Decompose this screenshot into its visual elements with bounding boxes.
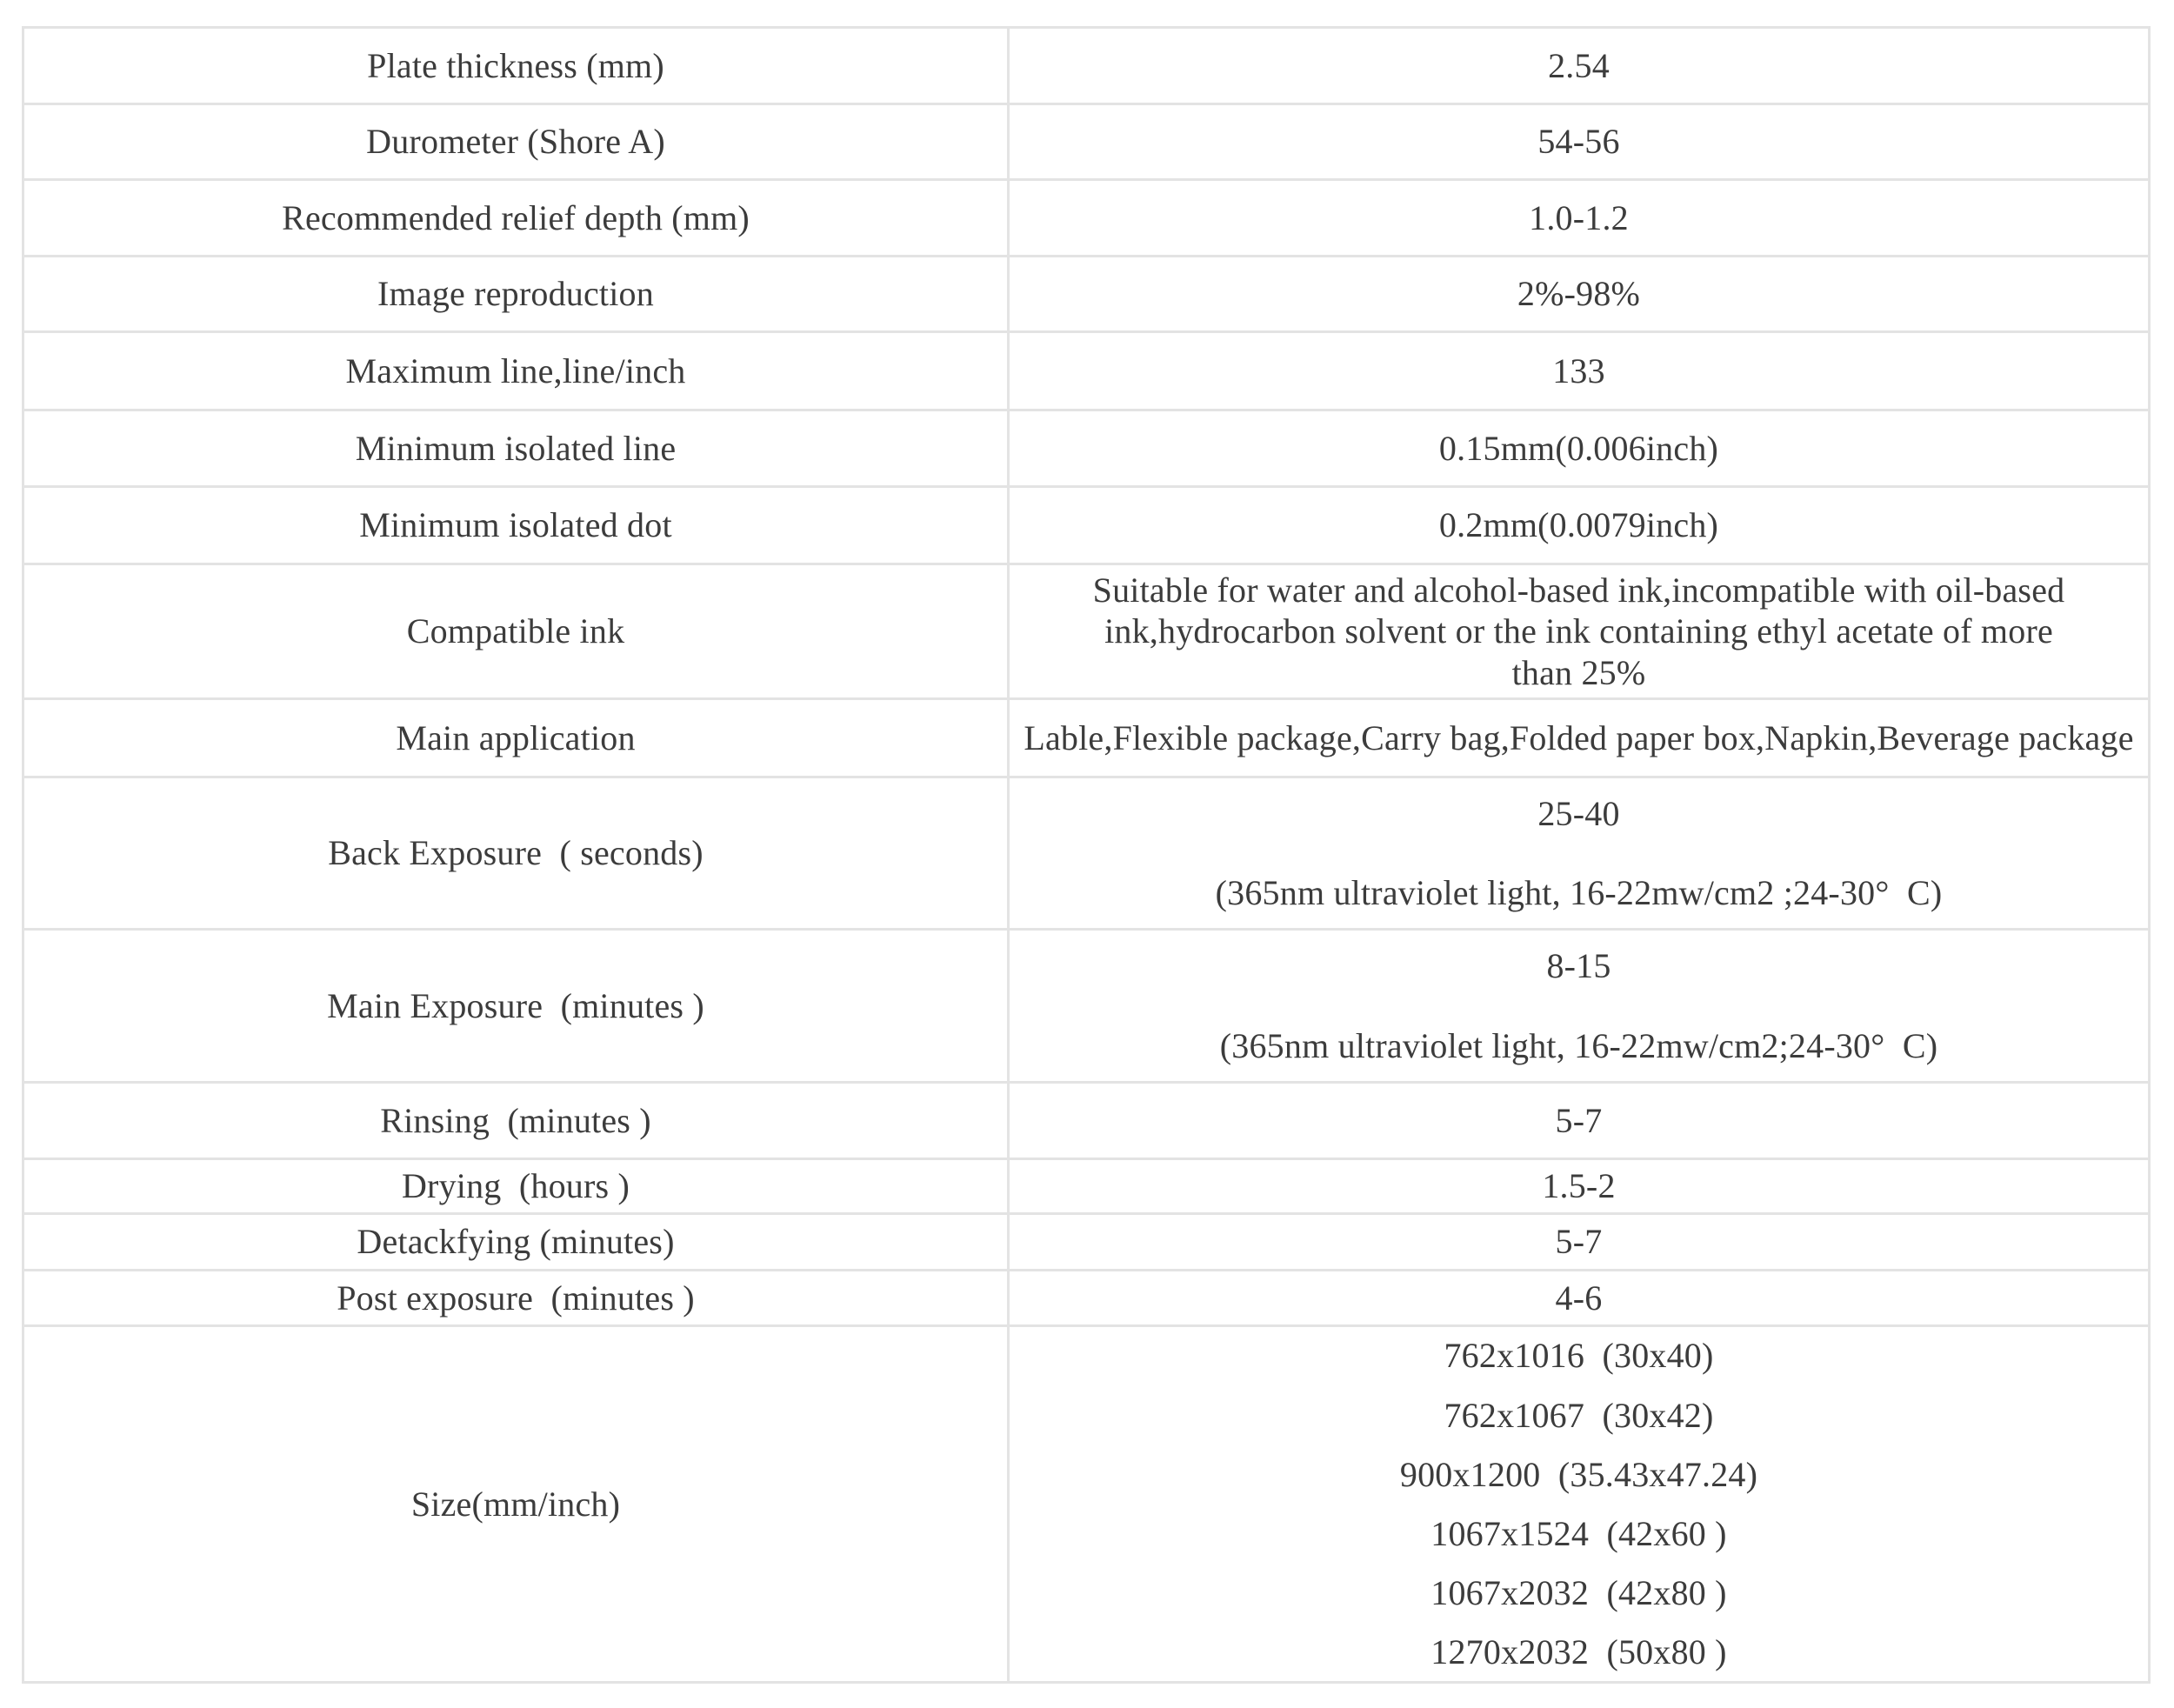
spec-value xyxy=(1010,700,2148,776)
spec-value-line: 1067x1524 (42x60 ) xyxy=(1430,1514,1727,1553)
spec-label-text: Main Exposure (minutes ) xyxy=(327,985,704,1025)
spec-value-text: 54-56 xyxy=(1537,122,1620,162)
spec-value xyxy=(1010,333,2148,409)
spec-label xyxy=(24,565,1010,697)
spec-label-text: Minimum isolated dot xyxy=(359,505,672,545)
spec-label xyxy=(24,1271,1010,1324)
spec-label-text: Size(mm/inch) xyxy=(410,1484,621,1524)
table-row-post-exposure xyxy=(24,1271,2148,1327)
spec-label xyxy=(24,1084,1010,1158)
spec-value-text: 5-7 xyxy=(1555,1222,1603,1262)
spec-label-text: Post exposure (minutes ) xyxy=(337,1278,695,1318)
table-row-maximum-line xyxy=(24,333,2148,411)
spec-value xyxy=(1010,411,2148,485)
spec-label-text: Detackfying (minutes) xyxy=(357,1222,675,1262)
spec-value-line: 1067x2032 (42x80 ) xyxy=(1430,1573,1727,1613)
spec-value-text: 4-6 xyxy=(1555,1278,1603,1318)
spec-value-text: 2.54 xyxy=(1548,45,1610,85)
spec-label-text: Maximum line,line/inch xyxy=(345,350,686,390)
table-row-size xyxy=(24,1327,2148,1681)
spec-label-text: Drying (hours ) xyxy=(401,1166,630,1206)
spec-label xyxy=(24,700,1010,776)
spec-value-line: 8-15 xyxy=(1546,946,1611,986)
spec-value-line: 762x1067 (30x42) xyxy=(1444,1395,1714,1435)
table-row-main-application xyxy=(24,700,2148,778)
spec-value-line: (365nm ultraviolet light, 16-22mw/cm2 ;24-30° C) xyxy=(1215,873,1943,912)
spec-value-text: Suitable for water and alcohol-based ink,incompatible with oil-based ink,hydrocarbon solvent or the ink containing ethyl acetate of more than 25% xyxy=(1092,570,2065,692)
spec-value-line: 762x1016 (30x40) xyxy=(1444,1336,1714,1376)
spec-value-line: (365nm ultraviolet light, 16-22mw/cm2;24-30° C) xyxy=(1219,1025,1938,1065)
spec-label-text: Main application xyxy=(396,717,636,757)
spec-value xyxy=(1010,29,2148,103)
spec-value xyxy=(1010,931,2148,1081)
spec-label xyxy=(24,488,1010,563)
spec-value-line: 900x1200 (35.43x47.24) xyxy=(1399,1454,1758,1494)
table-row-back-exposure xyxy=(24,778,2148,931)
spec-value xyxy=(1010,1215,2148,1269)
spec-value-text: 0.15mm(0.006inch) xyxy=(1438,428,1719,468)
spec-label xyxy=(24,105,1010,178)
spec-value xyxy=(1010,1327,2148,1681)
spec-value xyxy=(1010,488,2148,563)
spec-value xyxy=(1010,105,2148,178)
spec-value xyxy=(1010,257,2148,330)
table-row-detackfying xyxy=(24,1215,2148,1271)
spec-label xyxy=(24,181,1010,255)
table-row-image-reproduction xyxy=(24,257,2148,333)
spec-label xyxy=(24,257,1010,330)
spec-value xyxy=(1010,1084,2148,1158)
spec-label-text: Durometer (Shore A) xyxy=(366,122,665,162)
spec-value-text: 2%-98% xyxy=(1517,274,1641,314)
table-row-compatible-ink xyxy=(24,565,2148,700)
table-row-relief-depth xyxy=(24,181,2148,257)
spec-label-text: Back Exposure ( seconds) xyxy=(328,833,704,873)
spec-label xyxy=(24,931,1010,1081)
table-row-min-isolated-dot xyxy=(24,488,2148,565)
table-row-plate-thickness xyxy=(24,29,2148,105)
spec-label xyxy=(24,1215,1010,1269)
spec-label-text: Image reproduction xyxy=(377,274,654,314)
spec-label-text: Rinsing (minutes ) xyxy=(380,1100,651,1140)
spec-value-text: 133 xyxy=(1552,350,1605,390)
spec-label-text: Plate thickness (mm) xyxy=(367,45,664,85)
spec-value-text: 1.0-1.2 xyxy=(1529,197,1629,237)
spec-label xyxy=(24,411,1010,485)
table-row-min-isolated-line xyxy=(24,411,2148,488)
spec-label xyxy=(24,29,1010,103)
spec-label-text: Recommended relief depth (mm) xyxy=(282,197,750,237)
table-row-main-exposure xyxy=(24,931,2148,1084)
spec-label xyxy=(24,1327,1010,1681)
spec-value-text: 5-7 xyxy=(1555,1100,1603,1140)
spec-label-text: Minimum isolated line xyxy=(355,428,677,468)
spec-value-text: Lable,Flexible package,Carry bag,Folded paper box,Napkin,Beverage package xyxy=(1024,717,2134,757)
spec-value xyxy=(1010,1160,2148,1212)
spec-label xyxy=(24,1160,1010,1212)
spec-value-text: 1.5-2 xyxy=(1542,1166,1616,1206)
table-row-drying xyxy=(24,1160,2148,1215)
spec-label xyxy=(24,778,1010,928)
table-row-durometer xyxy=(24,105,2148,181)
spec-value-line: 25-40 xyxy=(1537,793,1620,833)
spec-value xyxy=(1010,778,2148,928)
table-row-rinsing xyxy=(24,1084,2148,1160)
specification-table xyxy=(22,26,2151,1684)
spec-value-line: 1270x2032 (50x80 ) xyxy=(1430,1632,1727,1672)
spec-value xyxy=(1010,565,2148,697)
spec-label xyxy=(24,333,1010,409)
spec-label-text: Compatible ink xyxy=(406,611,625,651)
spec-value-text: 0.2mm(0.0079inch) xyxy=(1438,505,1719,545)
spec-value xyxy=(1010,1271,2148,1324)
spec-value xyxy=(1010,181,2148,255)
